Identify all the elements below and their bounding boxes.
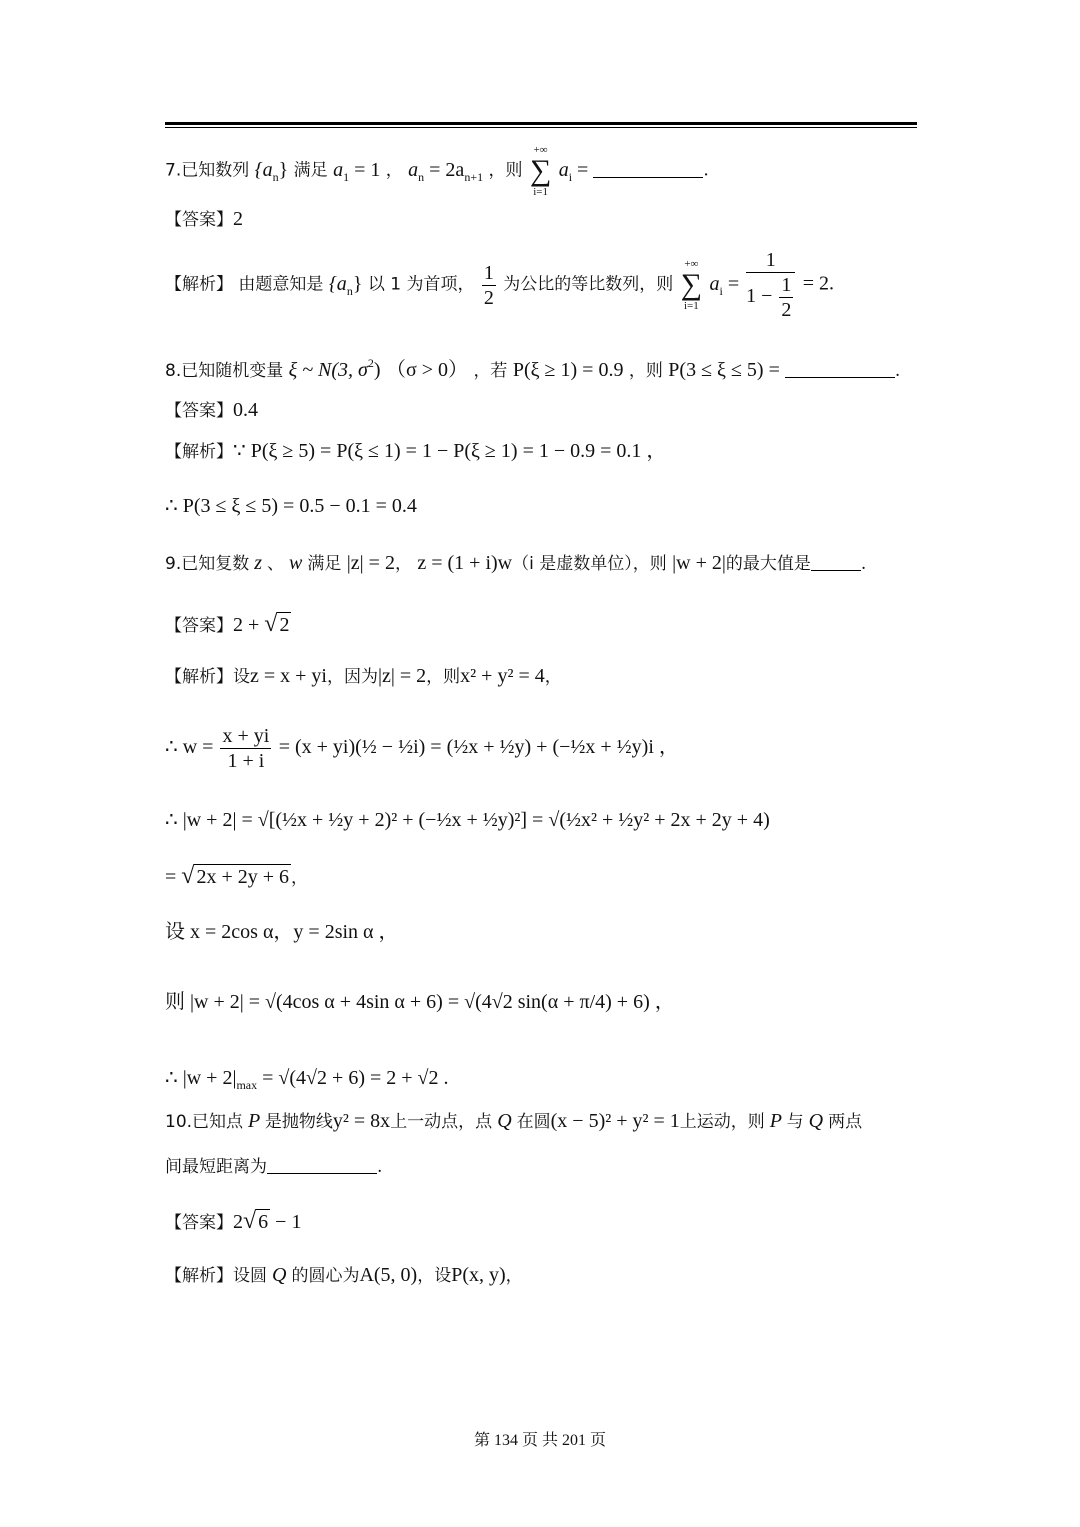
e9-l1-expr3: x² + y² = 4 [460, 665, 545, 687]
q8-expr2: P(ξ ≥ 1) = 0.9 [512, 359, 624, 381]
q9-w: w [284, 552, 308, 574]
q10-text5: 上运动，则 [679, 1112, 765, 1132]
explanation-9-line5 [165, 920, 399, 945]
q10-text6: 与 [786, 1112, 804, 1132]
answer-value: 2 [233, 208, 243, 230]
q8-expr3: P(3 ≤ ξ ≤ 5) = [668, 359, 785, 381]
e9-l4-sqrt: 2x + 2y + 6 [196, 866, 290, 888]
sqrt-icon: √ [264, 611, 278, 637]
q9-text1: 9.已知复数 [165, 554, 250, 574]
explanation-8-line2 [165, 494, 417, 519]
answer-blank [267, 1157, 377, 1174]
q8-text3: ，则 [628, 361, 663, 381]
e10-expr1: A(5, 0) [359, 1264, 418, 1286]
e9-l1-text2: ，因为 [327, 667, 378, 687]
q9-text5: （i 是虚数单位），则 [512, 554, 667, 574]
explanation-10 [165, 1263, 523, 1288]
q10-expr2: (x − 5)² + y² = 1 [550, 1110, 680, 1132]
e8-line2: ∴ P(3 ≤ ξ ≤ 5) = 0.5 − 0.1 = 0.4 [165, 495, 417, 517]
q8-text2: ，若 [473, 361, 508, 381]
q7-sum-bottom: i=1 [533, 186, 548, 198]
q7-seq-sub: n [272, 169, 279, 184]
e9-l7: ∴ |w + 2| [165, 1067, 237, 1089]
q7-sum-eq: = [572, 158, 594, 181]
q8-expr1-sup: 2 [367, 356, 374, 370]
q7-cond2-rest: = 2a [424, 158, 465, 181]
e7-fraction [482, 261, 496, 310]
e7-seq-sub: n [346, 283, 353, 298]
e7-sum-symbol: ∑ [680, 268, 703, 301]
e7-sum-bottom: i=1 [683, 300, 699, 312]
q10-end: . [377, 1157, 383, 1177]
e7-big-fraction [746, 248, 795, 322]
answer-blank [811, 554, 861, 571]
answer-value: 2 [233, 1211, 243, 1233]
q10-text3: 上一动点，点 [390, 1112, 493, 1132]
answer-8 [165, 398, 258, 423]
e9-l7-sub: max [236, 1078, 258, 1092]
q7-cond2-sub2: n+1 [464, 169, 484, 184]
e10-q: Q [267, 1264, 292, 1286]
explanation-9-line4 [165, 864, 308, 890]
e9-l1-expr2: |z| = 2 [378, 665, 427, 687]
e7-term: a [709, 272, 720, 295]
answer-label: 【答案】 [165, 616, 233, 636]
explanation-label: 【解析】 [165, 667, 233, 687]
q7-sep: ， [385, 160, 403, 181]
e9-l1-text4: ， [544, 667, 562, 687]
q9-expr2: z = (1 + i)w [417, 552, 513, 574]
q10-text1: 10.已知点 [165, 1112, 244, 1132]
e7-seq-close: } [352, 272, 363, 295]
q9-z: z [249, 552, 268, 574]
e7-inner-fraction [779, 273, 793, 322]
e7-eq: = [722, 272, 745, 295]
answer-value-tail: − 1 [270, 1211, 302, 1233]
q10-p: P [243, 1110, 265, 1132]
e7-inner-num: 1 [781, 274, 792, 296]
answer-10 [165, 1209, 301, 1235]
e7-big-den-a: 1 − [746, 285, 778, 308]
q9-end: . [860, 554, 867, 574]
e9-l6: 则 |w + 2| = √(4cos α + 4sin α + 6) = √(4√2 sin(α + π/4) + 6) ， [165, 991, 675, 1013]
answer-sqrt-value: 2 [279, 614, 290, 636]
q7-mid1: 满足 [293, 160, 334, 181]
e9-l3: ∴ |w + 2| = √[(½x + ½y + 2)² + (−½x + ½y)²] = √(½x² + ½y² + 2x + 2y + 4) [165, 809, 770, 831]
question-7 [165, 144, 709, 198]
e9-l1-expr1: z = x + yi [250, 665, 327, 687]
e10-text4: ， [505, 1266, 523, 1286]
e7-seq: {a [328, 272, 347, 295]
answer-label: 【答案】 [165, 401, 233, 421]
e7-frac-num: 1 [483, 261, 494, 284]
question-10-line2 [165, 1155, 382, 1179]
q10-expr1: y² = 8x [332, 1110, 391, 1132]
explanation-label: 【解析】 [165, 1266, 233, 1286]
q10-q2: Q [803, 1110, 829, 1132]
q7-sum-top: +∞ [533, 144, 548, 156]
answer-blank [785, 361, 895, 378]
q10-line2: 间最短距离为 [165, 1157, 267, 1177]
q10-text4: 在圆 [516, 1112, 551, 1132]
answer-7 [165, 207, 243, 232]
page-footer: 第 134 页 共 201 页 [473, 1432, 606, 1449]
q7-end: . [703, 160, 709, 181]
e9-l2-frac-num: x + yi [222, 725, 270, 747]
q7-sum-symbol: ∑ [529, 154, 552, 187]
q10-q: Q [492, 1110, 517, 1132]
q7-cond2: a [408, 158, 419, 181]
q8-expr1: ξ ~ N(3, σ [288, 359, 368, 381]
explanation-9-line7 [165, 1066, 449, 1097]
e10-text3: ，设 [417, 1266, 452, 1286]
q7-sum-term: a [558, 158, 569, 181]
answer-value: 2 + [233, 614, 265, 636]
e9-l4-a: = [165, 866, 182, 888]
q7-seq: {a [254, 158, 273, 181]
q7-cond1-rest: = 1 [349, 158, 381, 181]
q8-expr1-close: ) [373, 359, 381, 381]
e9-l7-b: = √(4√2 + 6) = 2 + √2 . [257, 1067, 449, 1089]
q10-text7: 两点 [828, 1112, 863, 1132]
sqrt-icon: √ [181, 863, 195, 889]
e7-sum-top: +∞ [684, 258, 699, 270]
explanation-9-line1 [165, 664, 562, 689]
q8-cond: （σ > 0） [385, 359, 469, 381]
answer-value: 0.4 [233, 399, 258, 421]
question-9 [165, 551, 866, 576]
sqrt-icon: √ [243, 1208, 257, 1234]
q7-sum [530, 144, 551, 198]
e9-l1-text1: 设 [233, 667, 250, 687]
e9-l2-frac-den: 1 + i [227, 750, 265, 772]
q10-p2: P [764, 1110, 787, 1132]
q9-expr1: |z| = 2 [346, 552, 395, 574]
answer-label: 【答案】 [165, 210, 233, 230]
e9-l2-a: ∴ w = [165, 736, 219, 758]
e7-inner-den: 2 [781, 299, 792, 321]
answer-blank [593, 161, 703, 178]
q7-mid2: ，则 [488, 160, 528, 181]
q7-cond1-sub: 1 [343, 169, 350, 184]
header-rule-thick [165, 122, 917, 125]
q9-text3: 满足 [307, 554, 342, 574]
header-rule-thin [165, 127, 917, 128]
explanation-9-line2 [165, 724, 679, 773]
question-10-line1 [165, 1109, 862, 1134]
e9-l1-text3: ，则 [426, 667, 461, 687]
e9-l4-b: ， [291, 868, 309, 888]
q7-sum-term-sub: i [568, 169, 573, 184]
explanation-8-line1 [165, 439, 666, 464]
e9-l2-b: = (x + yi)(½ − ½i) = (½x + ½y) + (−½x + ½y)i ， [278, 736, 679, 758]
answer-9 [165, 612, 291, 638]
e10-expr2: P(x, y) [451, 1264, 506, 1286]
question-8 [165, 351, 900, 383]
q9-expr3: |w + 2| [672, 552, 726, 574]
explanation-7 [165, 248, 834, 322]
q9-text4: ， [394, 554, 412, 574]
explanation-9-line3 [165, 808, 770, 833]
q10-text2: 是抛物线 [264, 1112, 333, 1132]
q9-text6: 的最大值是 [725, 554, 811, 574]
q7-cond2-sub: n [418, 169, 425, 184]
answer-sqrt-value: 6 [258, 1211, 269, 1233]
q8-text1: 8.已知随机变量 [165, 361, 284, 381]
e7-sum [681, 258, 702, 312]
q7-prefix: 7.已知数列 [165, 160, 250, 181]
e10-text2: 的圆心为 [291, 1266, 360, 1286]
e7-text1: 由题意知是 [238, 274, 324, 295]
explanation-label: 【解析】 [165, 274, 233, 295]
e7-text3: 为公比的等比数列，则 [503, 274, 674, 295]
answer-label: 【答案】 [165, 1213, 233, 1233]
explanation-label: 【解析】 [165, 442, 233, 462]
e7-text2: 以 1 为首项， [367, 274, 475, 295]
e8-line1: ∵ P(ξ ≥ 5) = P(ξ ≤ 1) = 1 − P(ξ ≥ 1) = 1 − 0.9 = 0.1 ， [233, 440, 667, 462]
e7-frac-den: 2 [483, 286, 494, 309]
e10-text1: 设圆 [233, 1266, 267, 1286]
e9-l5: 设 x = 2cos α，y = 2sin α ， [165, 921, 399, 943]
explanation-9-line6 [165, 990, 675, 1015]
e7-big-num: 1 [746, 248, 795, 273]
e7-term-sub: i [719, 283, 723, 298]
q7-seq-close: } [278, 158, 289, 181]
e7-result: = 2. [802, 272, 835, 295]
q7-cond1: a [333, 158, 344, 181]
e9-l2-fraction [220, 724, 271, 773]
q9-text2: 、 [267, 554, 285, 574]
q8-end: . [894, 361, 901, 381]
